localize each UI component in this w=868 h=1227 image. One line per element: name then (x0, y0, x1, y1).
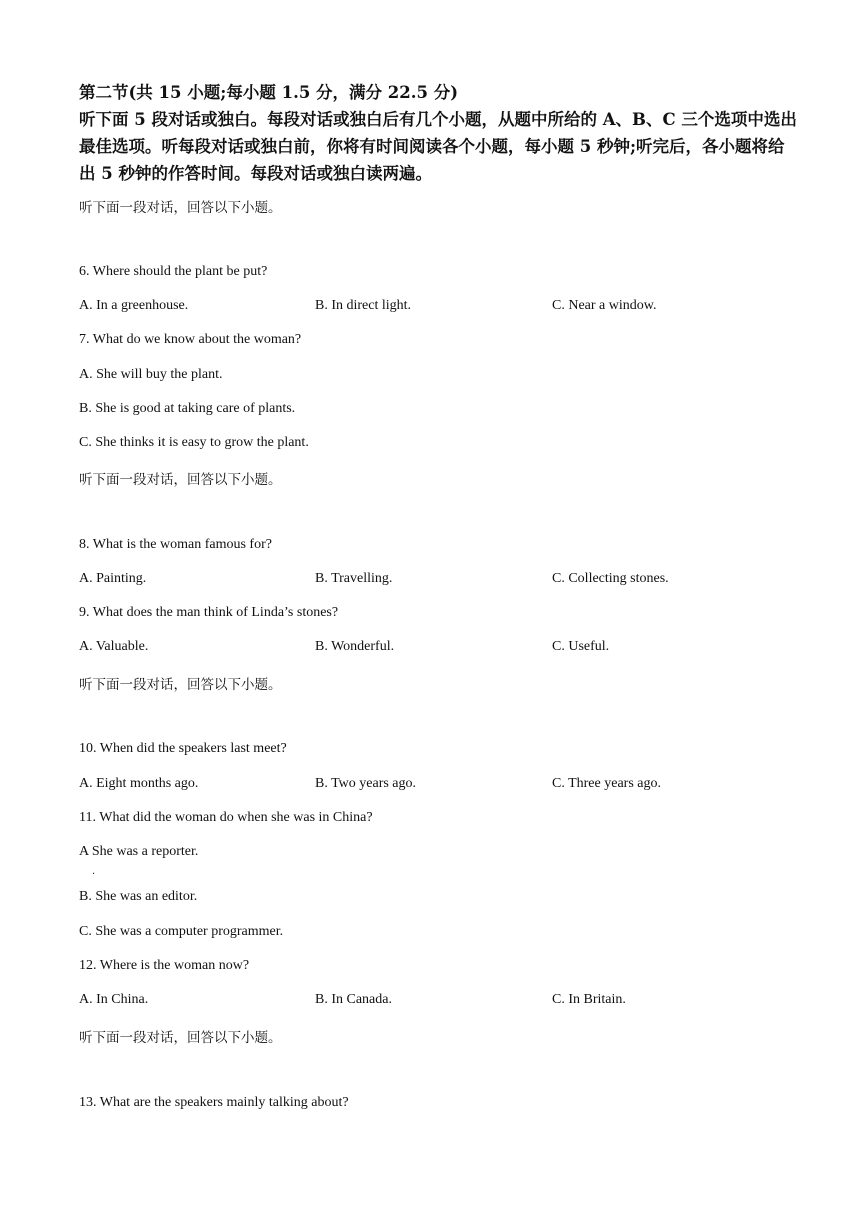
option-6a: A. In a greenhouse. (79, 298, 189, 313)
section-instructions: 听下面 5 段对话或独白。每段对话或独白后有几个小题，从题中所给的 A、B、C 三个选项中选出最佳选项。听每段对话或独白前，你将有时间阅读各个小题，每小题 5 秒钟;听完后，各小题将给出 5 秒钟的作答时间。每段对话或独白读两遍。 (79, 110, 797, 183)
listening-prompt: 听下面一段对话，回答以下小题。 (79, 200, 282, 216)
question-8: 8. What is the woman famous for? (79, 537, 272, 552)
option-9b: B. Wonderful. (315, 639, 395, 654)
section-title: 第二节(共 15 小题;每小题 1.5 分，满分 22.5 分) (79, 83, 459, 102)
listening-prompt: 听下面一段对话，回答以下小题。 (79, 677, 282, 693)
option-11b: B. She was an editor. (79, 889, 198, 904)
listening-prompt: 听下面一段对话，回答以下小题。 (79, 1030, 282, 1046)
option-12b: B. In Canada. (315, 992, 392, 1007)
option-8b: B. Travelling. (315, 571, 393, 586)
question-9: 9. What does the man think of Linda’s stones? (79, 605, 339, 620)
listening-prompt: 听下面一段对话，回答以下小题。 (79, 472, 282, 488)
option-6b: B. In direct light. (315, 298, 412, 313)
option-12a: A. In China. (79, 992, 149, 1007)
question-13: 13. What are the speakers mainly talking about? (79, 1095, 349, 1110)
option-9c: C. Useful. (552, 639, 610, 654)
option-8c: C. Collecting stones. (552, 571, 669, 586)
question-6: 6. Where should the plant be put? (79, 264, 268, 279)
question-11: 11. What did the woman do when she was in China? (79, 810, 373, 825)
stray-dot: . (92, 866, 96, 877)
option-9a: A. Valuable. (79, 639, 149, 654)
option-12c: C. In Britain. (552, 992, 626, 1007)
option-7c: C. She thinks it is easy to grow the plant. (79, 435, 309, 450)
option-11a: A She was a reporter. (79, 844, 199, 859)
option-10a: A. Eight months ago. (79, 776, 199, 791)
question-10: 10. When did the speakers last meet? (79, 741, 287, 756)
option-7b: B. She is good at taking care of plants. (79, 401, 296, 416)
option-6c: C. Near a window. (552, 298, 657, 313)
question-7: 7. What do we know about the woman? (79, 332, 302, 347)
option-11c: C. She was a computer programmer. (79, 924, 284, 939)
option-8a: A. Painting. (79, 571, 147, 586)
option-10c: C. Three years ago. (552, 776, 661, 791)
question-12: 12. Where is the woman now? (79, 958, 250, 973)
option-7a: A. She will buy the plant. (79, 367, 223, 382)
option-10b: B. Two years ago. (315, 776, 417, 791)
